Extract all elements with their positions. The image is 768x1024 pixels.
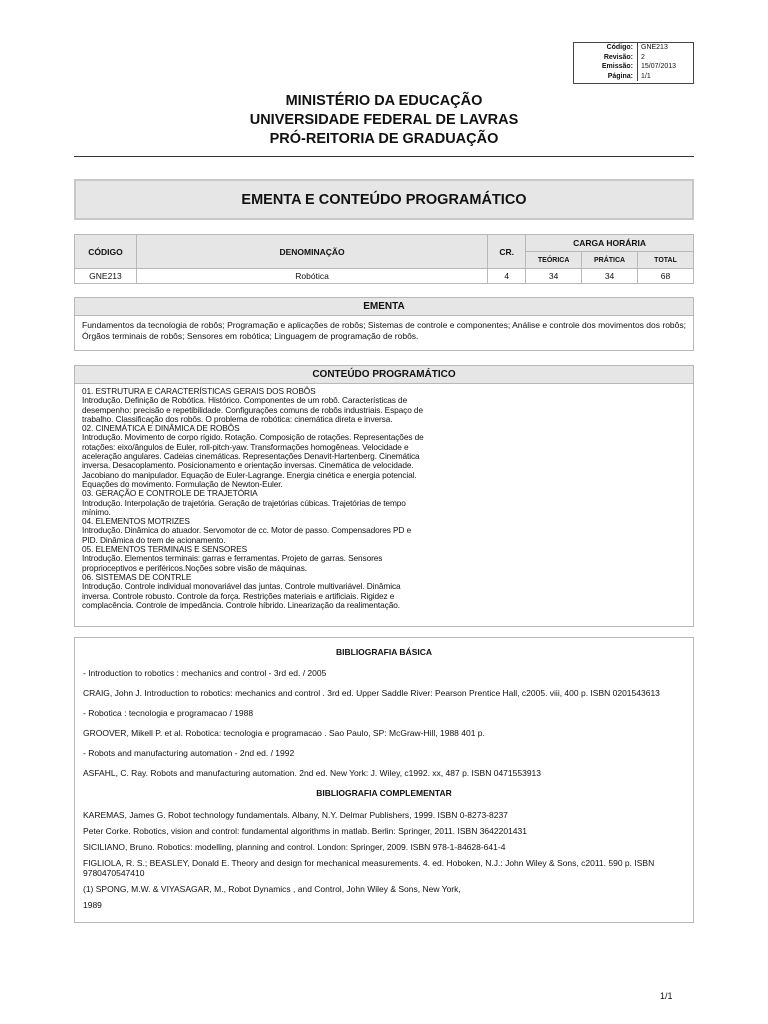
course-table [74,234,694,284]
conteudo-line: Equações do movimento. Formulação de Newton-Euler. [82,478,283,489]
info-value: 2 [637,53,693,63]
conteudo-body [75,384,535,612]
info-label: Emissão: [601,63,633,70]
info-label: Revisão: [603,53,633,61]
cell-codigo: GNE213 [75,269,137,284]
header-cr: CR. [488,235,526,269]
header-divider [74,156,694,157]
cell-pratica: 34 [582,269,638,284]
info-label: Página: [607,72,633,80]
ementa-text: Fundamentos da tecnologia de robôs; Programação e aplicações de robôs; Sistemas de controle e componentes; Análise e controle dos movimentos dos robôs; Órgãos terminais de robôs; Sensores em robótica; Linguagem de programação de robôs. [82,320,686,341]
info-row-codigo [574,43,693,53]
university-name: UNIVERSIDADE FEDERAL DE LAVRAS [249,112,519,128]
bibliography-entry: ASFAHL, C. Ray. Robots and manufacturing automation. 2nd ed. New York: J. Wiley, c1992. xx, 487 p. ISBN 0471553913 [83,768,541,778]
bibliography-entry: CRAIG, John J. Introduction to robotics: mechanics and control . 3rd ed. Upper Saddle River: Pearson Prentice Hall, c2005. viii, 400 p. ISBN 0201543613 [83,688,660,698]
header-codigo: CÓDIGO [75,235,137,269]
conteudo-line: 06. SISTEMAS DE CONTRLE [82,571,192,582]
conteudo-line: Introdução. Definição de Robótica. Histórico. Componentes de um robô. Características de [82,395,408,406]
table-row [75,269,694,284]
cell-denominacao: Robótica [136,269,487,284]
conteudo-line: proprioceptivos e periféricos.Noções sobre visão de máquinas. [82,562,307,573]
conteudo-line: Introdução. Controle individual monovariável das juntas. Controle multivariável. Dinâmica [82,581,401,592]
header-pratica: PRÁTICA [582,252,638,269]
conteudo-section [74,365,694,627]
conteudo-line: Introdução. Dinâmica do atuador. Servomotor de cc. Motor de passo. Compensadores PD e [82,525,412,536]
conteudo-line: complacência. Controle de impedância. Controle híbrido. Linearização da realimentação. [82,599,400,610]
conteudo-line: Introdução. Interpolação de trajetória. Geração de trajetórias cúbicas. Trajetórias de tempo [82,497,406,508]
info-value: GNE213 [637,43,693,53]
bibliography-entry: - Robots and manufacturing automation - 2nd ed. / 1992 [83,748,295,758]
info-value: 1/1 [637,72,693,82]
conteudo-line: Introdução. Movimento de corpo rígido. Rotação. Composição de rotações. Representações de [82,432,424,443]
office-name: PRÓ-REITORIA DE GRADUAÇÃO [269,131,499,147]
info-label: Código: [606,44,633,51]
conteudo-line: mínimo. [82,506,111,517]
conteudo-line: 03. GERAÇÃO E CONTROLE DE TRAJETÓRIA [82,488,258,499]
bibliography-section [74,637,694,923]
conteudo-line: aceleração angulares. Cadeias cinemáticas. Representações Denavit-Hartenberg. Cinemática [82,451,420,462]
conteudo-line: Jacobiano do manipulador. Equação de Euler-Lagrange. Energia cinética e energia potencial. [82,469,417,480]
bibliography-entry: (1) SPONG, M.W. & VIYASAGAR, M., Robot Dynamics , and Control, John Wiley & Sons, New York, [83,884,461,894]
ministry-name: MINISTÉRIO DA EDUCAÇÃO [285,93,483,109]
bibliography-entry: - Robotica : tecnologia e programacao / 1988 [83,708,254,718]
conteudo-line: 05. ELEMENTOS TERMINAIS E SENSORES [82,544,248,555]
cell-total: 68 [638,269,694,284]
conteudo-line: 02. CINEMÁTICA E DINÂMICA DE ROBÔS [82,423,240,434]
conteudo-line: rotações: eixo/ângulos de Euler, roll-pitch-yaw. Transformações homogêneas. Velocidade e [82,441,409,452]
conteudo-line: inversa. Desacoplamento. Posicionamento e orientação inversas. Cinemática de velocidade. [82,460,414,471]
conteudo-line: inversa. Controle robusto. Controle da força. Restrições materiais e artificiais. Rigidez e [82,590,395,601]
document-title: EMENTA E CONTEÚDO PROGRAMÁTICO [74,179,694,220]
header-total: TOTAL [638,252,694,269]
ementa-section [74,297,694,351]
conteudo-line: desempenho: precisão e repetibilidade. Configurações comuns de robôs industriais. Espaço de [82,404,423,415]
page-number: 1/1 [660,991,673,1001]
info-value: 15/07/2013 [637,62,693,72]
bibliography-entry: Peter Corke. Robotics, vision and control: fundamental algorithms in matlab. Berlin: Springer, 2011. ISBN 3642201431 [83,826,527,836]
bibliography-entry: FIGLIOLA, R. S.; BEASLEY, Donald E. Theory and design for mechanical measurements. 4. ed. Hoboken, N.J.: John Wiley & Sons, c2011. 590 p. ISBN 9780470547410 [83,858,655,878]
bibliography-entry: SICILIANO, Bruno. Robotics: modelling, planning and control. London: Springer, 2009. ISBN 978-1-84628-641-4 [83,842,506,852]
conteudo-line: trabalho. Classificação dos robôs. O problema de robótica: cinemática direta e inversa. [82,413,393,424]
conteudo-line: 04. ELEMENTOS MOTRIZES [82,516,190,527]
header-denominacao: DENOMINAÇÃO [136,235,487,269]
bibliography-entry: 1989 [83,900,102,910]
cell-teorica: 34 [526,269,582,284]
bibliografia-basica-heading: BIBLIOGRAFIA BÁSICA [335,647,432,657]
bibliography-entry: GROOVER, Mikell P. et al. Robotica: tecnologia e programacao . Sao Paulo, SP: McGraw-Hill, 1988 401 p. [83,728,485,738]
bibliography-entry: - Introduction to robotics : mechanics and control - 3rd ed. / 2005 [83,668,327,678]
conteudo-line: PID. Dinâmica do trem de acionamento. [82,534,226,545]
cell-cr: 4 [488,269,526,284]
header-teorica: TEÓRICA [526,252,582,269]
document-info-box [573,42,694,84]
conteudo-line: 01. ESTRUTURA E CARACTERÍSTICAS GERAIS DOS ROBÔS [82,386,316,396]
bibliography-entry: KAREMAS, James G. Robot technology fundamentals. Albany, N.Y. Delmar Publishers, 1999. ISBN 0-8273-8237 [83,810,508,820]
bibliografia-complementar-heading: BIBLIOGRAFIA COMPLEMENTAR [316,788,452,798]
info-row-emissao [574,62,693,72]
bibliografia-basica-list [83,668,685,778]
info-row-revisao [574,53,693,63]
institution-header [0,92,768,149]
conteudo-line: Introdução. Elementos terminais: garras e ferramentas. Projeto de garras. Sensores [82,553,383,564]
ementa-heading: EMENTA [75,298,693,316]
bibliografia-complementar-list [83,810,685,910]
info-row-pagina [574,72,693,82]
conteudo-heading: CONTEÚDO PROGRAMÁTICO [75,366,693,384]
header-carga-horaria: CARGA HORÁRIA [526,235,694,252]
